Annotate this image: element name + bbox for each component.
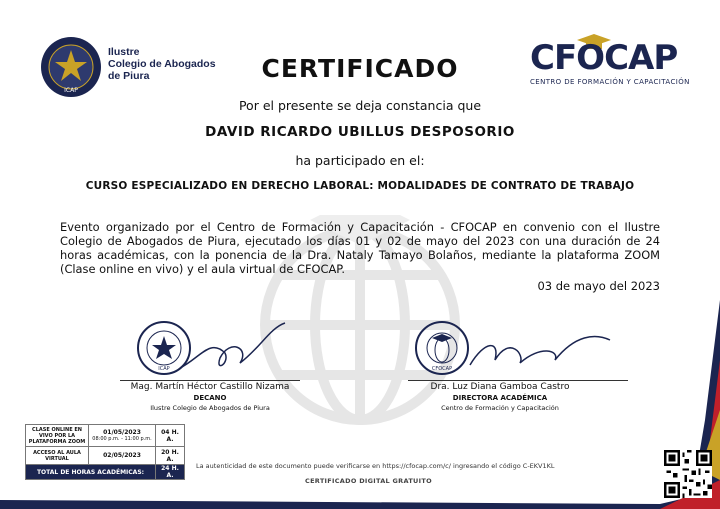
signature-directora (465, 325, 615, 375)
row-hours: 20 H. A. (156, 447, 185, 465)
course-title: CURSO ESPECIALIZADO EN DERECHO LABORAL: MODALIDADES DE CONTRATO DE TRABAJO (85, 180, 635, 192)
intro-text: Por el presente se deja constancia que (238, 98, 482, 113)
participation-text: ha participado en el: (295, 153, 425, 168)
signatory-org-2: Centro de Formación y Capacitación (441, 404, 559, 412)
signature-decano (170, 318, 290, 380)
table-total-row (26, 465, 185, 480)
institution-line-3: de Piura (108, 70, 150, 82)
row-label: ACCESO AL AULA VIRTUAL (26, 447, 89, 465)
institution-line-2: Colegio de Abogados (108, 58, 216, 70)
issue-date: 03 de mayo del 2023 (537, 279, 660, 293)
total-label: TOTAL DE HORAS ACADÉMICAS: (26, 465, 156, 480)
recipient-name: DAVID RICARDO UBILLUS DESPOSORIO (205, 124, 515, 140)
signatory-role-1: DECANO (193, 394, 227, 402)
svg-text:CFOCAP: CFOCAP (431, 366, 453, 372)
event-description: Evento organizado por el Centro de Formación y Capacitación - CFOCAP en convenio con el Ilustre Colegio de Abogados de Piura, ejecutado los días 01 y 02 de mayo del 2023 con una duración de 24 horas académicas, con la ponencia de la Dra. Nataly Tamayo Bolaños, mediante la plataforma ZOOM (Clase online en vivo) y el aula virtual de CFOCAP. (60, 220, 660, 276)
svg-text:ICAP: ICAP (158, 366, 170, 372)
signatory-name-1: Mag. Martín Héctor Castillo Nizama (130, 382, 290, 392)
free-certificate-label: CERTIFICADO DIGITAL GRATUITO (305, 477, 432, 485)
row-hours: 04 H. A. (156, 425, 185, 447)
seal-text: ICAP (64, 87, 78, 94)
certificate-title: CERTIFICADO (261, 54, 459, 83)
institution-line-1: Ilustre (108, 46, 140, 58)
signature-line-1 (120, 380, 300, 381)
total-hours: 24 H. A. (156, 465, 185, 480)
row-date-time: 01/05/2023 08:00 p.m. - 11:00 p.m. (89, 425, 156, 447)
row-label: CLASE ONLINE EN VIVO POR LA PLATAFORMA ZOOM (26, 425, 89, 447)
cfocap-logo (530, 40, 690, 86)
signatory-name-2: Dra. Luz Diana Gamboa Castro (430, 382, 570, 392)
verification-note: La autenticidad de este documento puede verificarse en https://cfocap.com/c/ ingresando el código C-EKV1KL (196, 462, 555, 470)
signatory-role-2: DIRECTORA ACADÉMICA (452, 394, 548, 402)
signature-line-2 (408, 380, 628, 381)
table-row (26, 425, 185, 447)
schedule-table (25, 424, 185, 480)
brand-subtitle: CENTRO DE FORMACIÓN Y CAPACITACIÓN (530, 78, 690, 86)
row-date: 02/05/2023 (89, 447, 156, 465)
brand-name: CFOCAP (530, 38, 678, 78)
table-row (26, 447, 185, 465)
qr-code-icon[interactable] (664, 450, 712, 498)
cfocap-stamp-icon (414, 320, 470, 376)
signatory-org-1: Ilustre Colegio de Abogados de Piura (150, 404, 270, 412)
